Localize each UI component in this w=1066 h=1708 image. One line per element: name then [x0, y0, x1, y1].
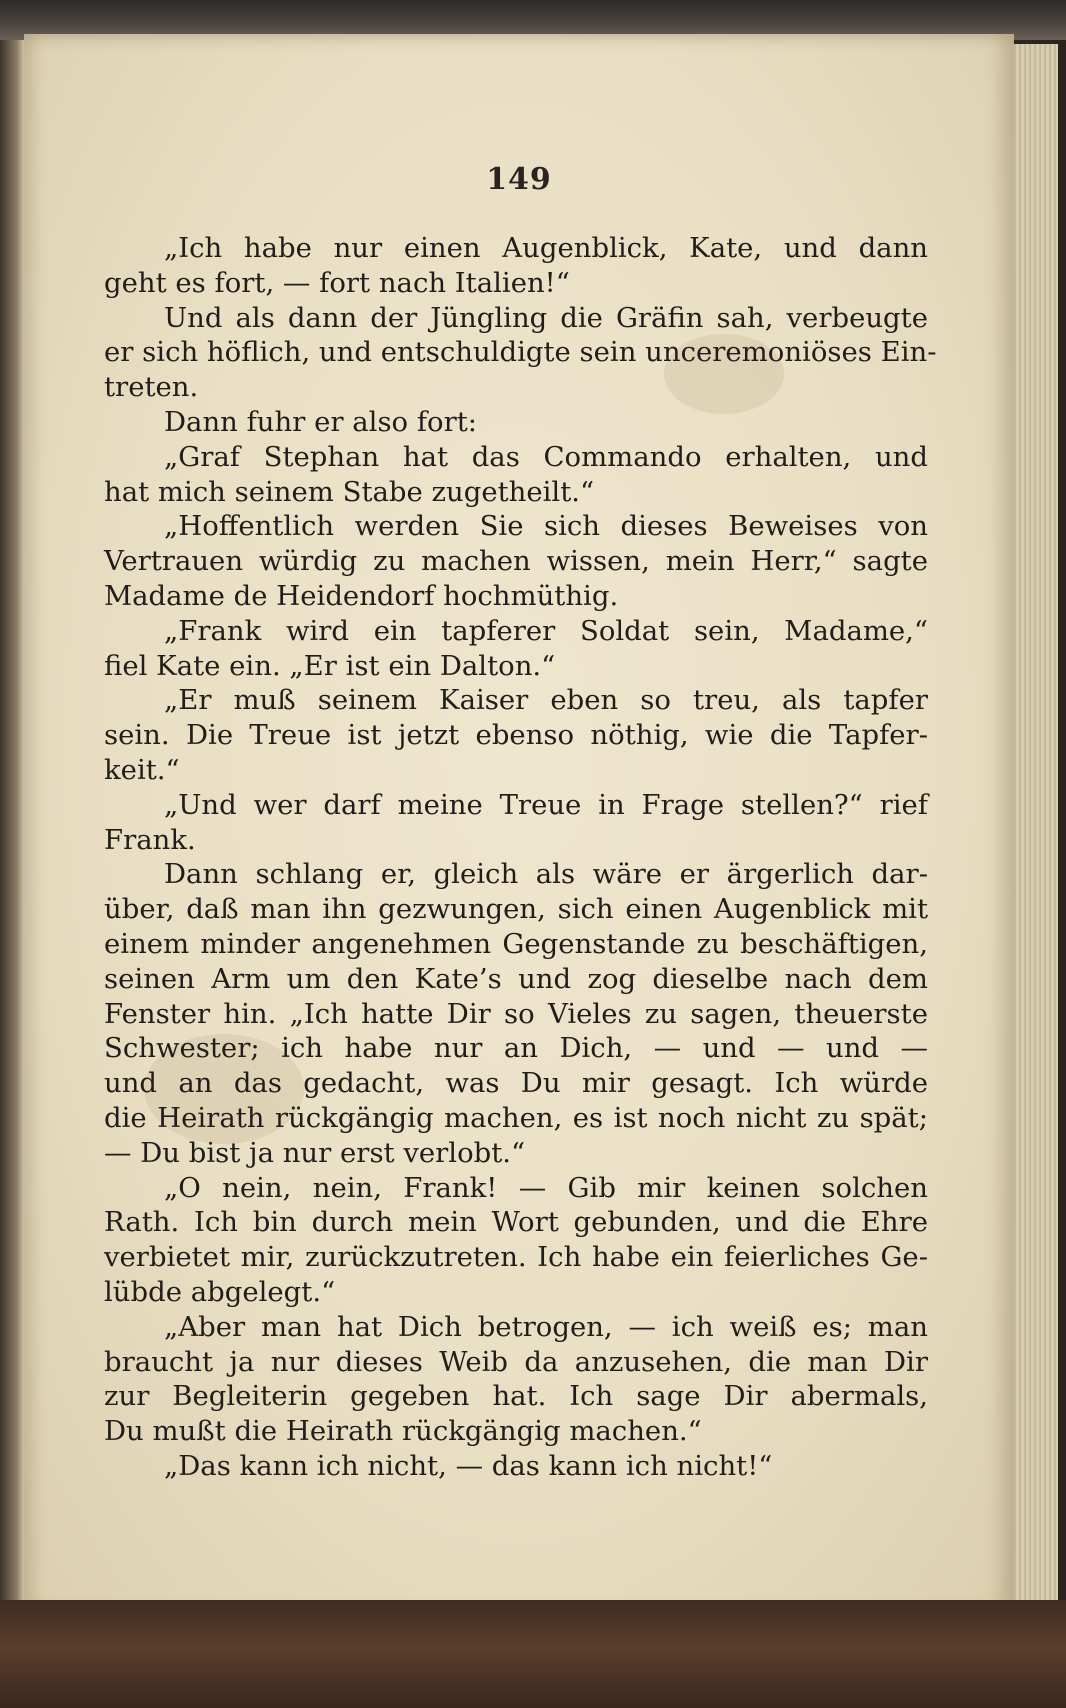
text-line: fiel Kate ein. „Er ist ein Dalton.“ — [104, 649, 556, 682]
text-line: geht es fort, — fort nach Italien!“ — [104, 266, 570, 299]
text-line: über, daß man ihn gezwungen, sich einen Augenblick mit — [104, 893, 928, 926]
text-line: keit.“ — [104, 753, 180, 786]
text-line: braucht ja nur dieses Weib da anzusehen, die man Dir — [104, 1345, 928, 1378]
book-cover-bottom — [0, 1600, 1066, 1708]
text-line: Dann fuhr er also fort: — [164, 405, 478, 438]
text-line: Rath. Ich bin durch mein Wort gebunden, und die Ehre — [104, 1206, 928, 1239]
text-line: zur Begleiterin gegeben hat. Ich sage Dir abermals, — [104, 1380, 928, 1413]
text-line: einem minder angenehmen Gegenstande zu beschäftigen, — [104, 927, 928, 960]
text-line: Du mußt die Heirath rückgängig machen.“ — [104, 1415, 702, 1448]
text-line: „Frank wird ein tapferer Soldat sein, Madame,“ — [164, 614, 928, 647]
text-line: Und als dann der Jüngling die Gräfin sah, verbeugte — [164, 301, 928, 334]
text-line: Schwester; ich habe nur an Dich, — und — und — — [104, 1032, 928, 1065]
text-line: Vertrauen würdig zu machen wissen, mein Herr,“ sagte — [104, 545, 928, 578]
text-line: „Und wer darf meine Treue in Frage stellen?“ rief — [164, 788, 928, 821]
text-line: Frank. — [104, 823, 196, 856]
text-line: „Aber man hat Dich betrogen, — ich weiß es; man — [164, 1310, 928, 1343]
text-line: verbietet mir, zurückzutreten. Ich habe ein feierliches Ge- — [104, 1241, 928, 1274]
page-edges — [1010, 44, 1058, 1614]
text-line: lübde abgelegt.“ — [104, 1275, 336, 1308]
text-line: die Heirath rückgängig machen, es ist noch nicht zu spät; — [104, 1101, 928, 1134]
text-line: er sich höflich, und entschuldigte sein unceremoniöses Ein- — [104, 336, 937, 369]
book-page — [24, 34, 1014, 1614]
text-line: „Das kann ich nicht, — das kann ich nicht!“ — [164, 1449, 773, 1482]
text-line: „Er muß seinem Kaiser eben so treu, als tapfer — [164, 684, 928, 717]
text-line: Fenster hin. „Ich hatte Dir so Vieles zu sagen, theuerste — [104, 997, 928, 1030]
text-line: Madame de Heidendorf hochmüthig. — [104, 579, 619, 612]
body-text — [104, 231, 937, 1484]
text-line: Dann schlang er, gleich als wäre er ärgerlich dar- — [164, 858, 928, 891]
text-line: „Hoffentlich werden Sie sich dieses Beweises von — [164, 510, 928, 543]
text-line: treten. — [104, 371, 199, 404]
text-line: sein. Die Treue ist jetzt ebenso nöthig, wie die Tapfer- — [104, 719, 928, 752]
text-line: „Ich habe nur einen Augenblick, Kate, und dann — [164, 232, 928, 264]
text-line: „Graf Stephan hat das Commando erhalten, und — [164, 440, 928, 473]
page-gutter — [0, 40, 24, 1620]
text-line: „O nein, nein, Frank! — Gib mir keinen solchen — [164, 1171, 928, 1204]
text-line: hat mich seinem Stabe zugetheilt.“ — [104, 475, 595, 508]
text-line: und an das gedacht, was Du mir gesagt. Ich würde — [104, 1067, 928, 1100]
text-line: seinen Arm um den Kate’s und zog dieselbe nach dem — [104, 962, 928, 995]
page-number: 149 — [486, 162, 552, 197]
text-line: — Du bist ja nur erst verlobt.“ — [104, 1136, 526, 1169]
